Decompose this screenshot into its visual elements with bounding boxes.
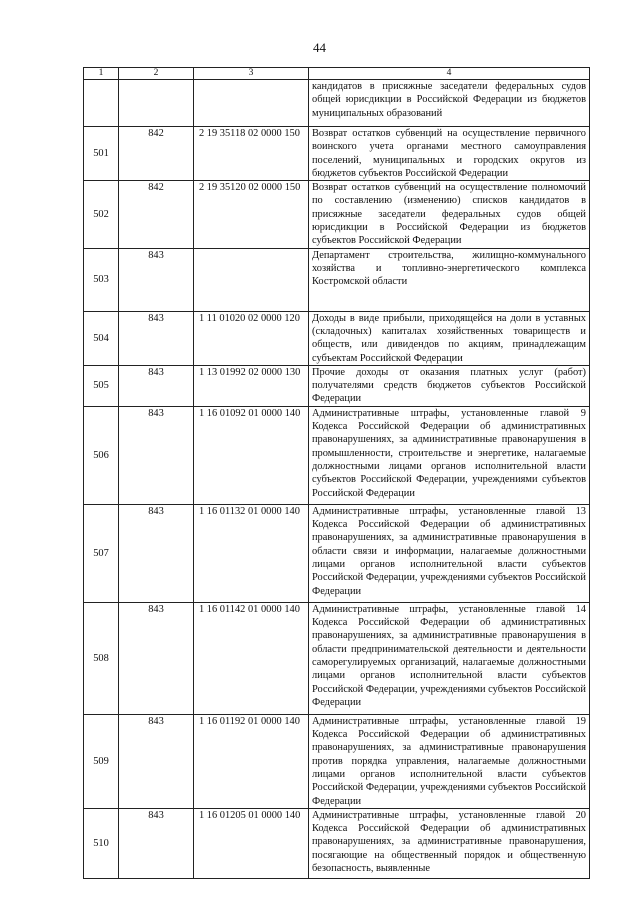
column-number: 1 <box>84 68 119 80</box>
revenue-codes-table <box>83 67 590 879</box>
row-number-cell: 510 <box>84 808 119 878</box>
budget-code-cell <box>194 80 309 127</box>
table-row <box>84 311 590 365</box>
description-cell: Возврат остатков субвенций на осуществление полномочий по составлению (изменению) списков кандидатов в присяжные заседатели федеральных судов общей юрисдикции в Российской Федерации из бюджетов субъектов Российской Федерации <box>309 181 590 248</box>
row-number-cell: 502 <box>84 181 119 248</box>
budget-code-cell: 1 16 01142 01 0000 140 <box>194 602 309 714</box>
table-row <box>84 406 590 504</box>
table-row <box>84 248 590 311</box>
row-number-cell: 503 <box>84 248 119 311</box>
row-number-cell: 509 <box>84 714 119 808</box>
admin-code-cell: 843 <box>119 808 194 878</box>
admin-code-cell: 843 <box>119 365 194 406</box>
description-cell: Административные штрафы, установленные главой 19 Кодекса Российской Федерации об административных правонарушениях, за административные правонарушения против порядка управления, налагаемые должностными лицами органов исполнительной власти субъектов Российской Федерации, учреждениями субъектов Российской Федерации <box>309 714 590 808</box>
description-cell: Административные штрафы, установленные главой 9 Кодекса Российской Федерации об административных правонарушениях, за административные правонарушения в промышленности, строительстве и энергетике, налагаемые должностными лицами органов исполнительной власти субъектов Российской Федерации, учреждениями субъектов Российской Федерации <box>309 406 590 504</box>
admin-code-cell: 843 <box>119 714 194 808</box>
admin-code-cell <box>119 80 194 127</box>
row-number-cell: 508 <box>84 602 119 714</box>
table-row <box>84 181 590 248</box>
budget-code-cell: 2 19 35120 02 0000 150 <box>194 181 309 248</box>
row-number-cell: 505 <box>84 365 119 406</box>
row-number-cell <box>84 80 119 127</box>
admin-code-cell: 843 <box>119 602 194 714</box>
table-row <box>84 714 590 808</box>
budget-code-cell <box>194 248 309 311</box>
column-number: 4 <box>309 68 590 80</box>
budget-code-cell: 2 19 35118 02 0000 150 <box>194 127 309 181</box>
description-cell: Административные штрафы, установленные главой 13 Кодекса Российской Федерации об административных правонарушениях, за административные правонарушения в области связи и информации, налагаемые должностными лицами органов исполнительной власти субъектов Российской Федерации, учреждениями субъектов Российской Федерации <box>309 504 590 602</box>
department-name-cell: Департамент строительства, жилищно-коммунального хозяйства и топливно-энергетического комплекса Костромской области <box>309 248 590 311</box>
table-row <box>84 602 590 714</box>
budget-code-cell: 1 16 01205 01 0000 140 <box>194 808 309 878</box>
budget-code-cell: 1 13 01992 02 0000 130 <box>194 365 309 406</box>
column-number: 3 <box>194 68 309 80</box>
row-number-cell: 507 <box>84 504 119 602</box>
row-number-cell: 501 <box>84 127 119 181</box>
admin-code-cell: 843 <box>119 406 194 504</box>
description-cell: Административные штрафы, установленные главой 14 Кодекса Российской Федерации об административных правонарушениях, за административные правонарушения в области предпринимательской деятельности и деятельности саморегулируемых организаций, налагаемые должностными лицами органов исполнительной власти субъектов Российской Федерации, учреждениями субъектов Российской Федерации <box>309 602 590 714</box>
column-number: 2 <box>119 68 194 80</box>
page-number: 44 <box>313 40 326 55</box>
table-row <box>84 365 590 406</box>
description-cell: Административные штрафы, установленные главой 20 Кодекса Российской Федерации об административных правонарушениях, за административные правонарушения, посягающие на общественный порядок и общественную безопасность, выявленные <box>309 808 590 878</box>
admin-code-cell: 843 <box>119 504 194 602</box>
table-row <box>84 808 590 878</box>
description-cell: кандидатов в присяжные заседатели федеральных судов общей юрисдикции в Российской Федерации из бюджетов муниципальных образований <box>309 80 590 127</box>
admin-code-cell: 843 <box>119 311 194 365</box>
table-row <box>84 504 590 602</box>
description-cell: Доходы в виде прибыли, приходящейся на доли в уставных (складочных) капиталах хозяйственных товариществ и обществ, или дивидендов по акциям, принадлежащим субъектам Российской Федерации <box>309 311 590 365</box>
row-number-cell: 506 <box>84 406 119 504</box>
row-number-cell: 504 <box>84 311 119 365</box>
budget-code-cell: 1 16 01092 01 0000 140 <box>194 406 309 504</box>
budget-code-cell: 1 16 01132 01 0000 140 <box>194 504 309 602</box>
admin-code-cell: 842 <box>119 127 194 181</box>
table-row <box>84 80 590 127</box>
table-row <box>84 127 590 181</box>
budget-code-cell: 1 11 01020 02 0000 120 <box>194 311 309 365</box>
admin-code-cell: 842 <box>119 181 194 248</box>
admin-code-cell: 843 <box>119 248 194 311</box>
description-cell: Прочие доходы от оказания платных услуг (работ) получателями средств бюджетов субъектов Российской Федерации <box>309 365 590 406</box>
budget-code-cell: 1 16 01192 01 0000 140 <box>194 714 309 808</box>
column-number-row <box>84 68 590 80</box>
description-cell: Возврат остатков субвенций на осуществление первичного воинского учета органами местного самоуправления поселений, муниципальных и городских округов из бюджетов субъектов Российской Федерации <box>309 127 590 181</box>
